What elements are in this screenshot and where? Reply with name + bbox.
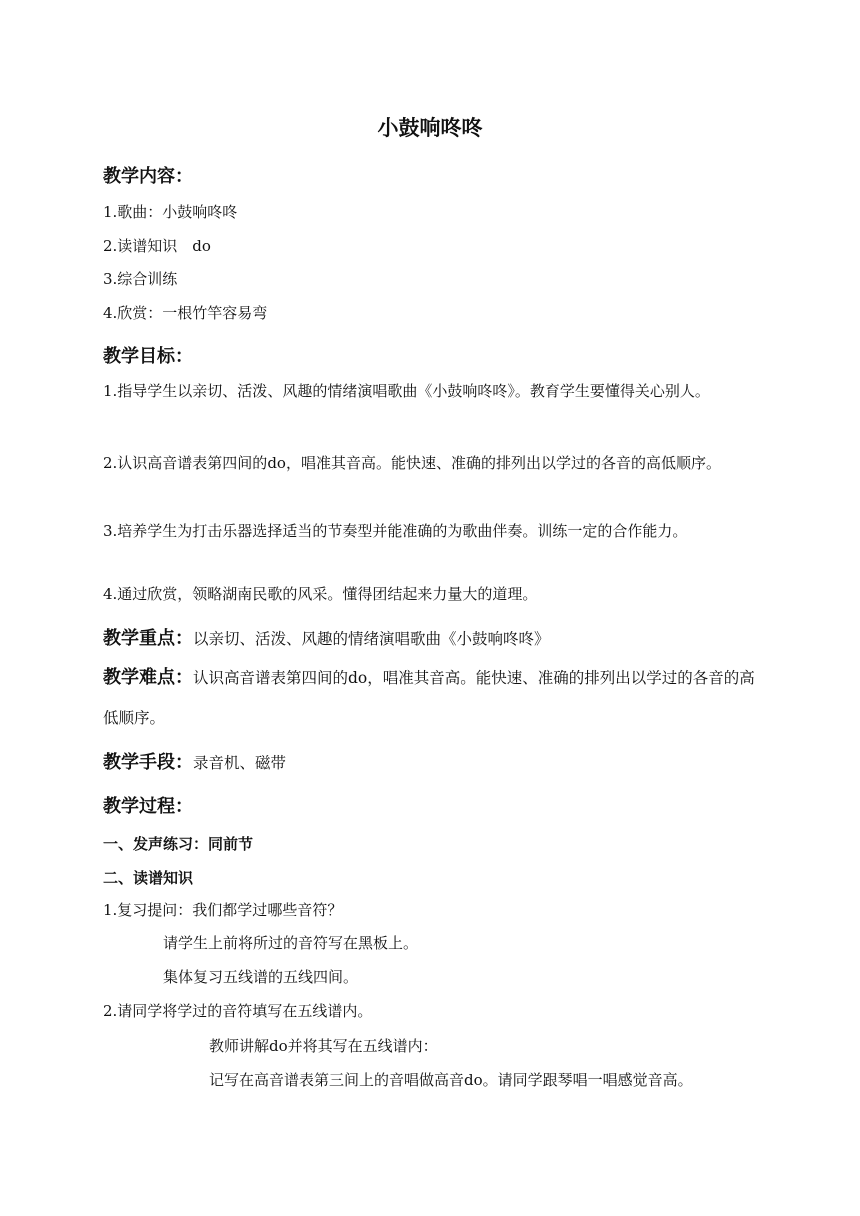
means-text: 录音机、磁带 bbox=[193, 754, 287, 772]
means bbox=[103, 748, 286, 774]
difficulty-label: 教学难点： bbox=[103, 667, 193, 688]
process-heading: 教学过程： bbox=[103, 796, 193, 817]
process-line-1: 1.复习提问：我们都学过哪些音符？ bbox=[103, 901, 343, 919]
process-line-2: 请学生上前将所过的音符写在黑板上。 bbox=[163, 934, 419, 952]
goal-item-3: 3.培养学生为打击乐器选择适当的节奏型并能准确的为歌曲伴奏。训练一定的合作能力。 bbox=[103, 522, 688, 540]
content-item-3: 3.综合训练 bbox=[103, 270, 178, 288]
content-item-1: 1.歌曲：小鼓响咚咚 bbox=[103, 203, 238, 221]
content-item-2: 2.读谱知识 do bbox=[103, 237, 211, 255]
process-line-6: 记写在高音谱表第三间上的音唱做高音do。请同学跟琴唱一唱感觉音高。 bbox=[209, 1071, 693, 1089]
process-line-3: 集体复习五线谱的五线四间。 bbox=[163, 968, 359, 986]
process-section-1: 一、发声练习：同前节 bbox=[103, 835, 254, 853]
difficulty bbox=[103, 658, 763, 738]
key-point-text: 以亲切、活泼、风趣的情绪演唱歌曲《小鼓响咚咚》 bbox=[193, 630, 550, 648]
goals-heading: 教学目标： bbox=[103, 346, 193, 367]
document-title: 小鼓响咚咚 bbox=[377, 116, 483, 140]
process-line-4: 2.请同学将学过的音符填写在五线谱内。 bbox=[103, 1002, 373, 1020]
difficulty-text: 认识高音谱表第四间的do，唱准其音高。能快速、准确的排列出以学过的各音的高低顺序。 bbox=[103, 669, 755, 727]
goal-item-1: 1.指导学生以亲切、活泼、风趣的情绪演唱歌曲《小鼓响咚咚》。教育学生要懂得关心别人。 bbox=[103, 382, 710, 400]
goal-item-4: 4.通过欣赏，领略湖南民歌的风采。懂得团结起来力量大的道理。 bbox=[103, 585, 538, 603]
content-item-4: 4.欣赏：一根竹竿容易弯 bbox=[103, 304, 268, 322]
process-section-2: 二、读谱知识 bbox=[103, 869, 194, 887]
process-line-5: 教师讲解do并将其写在五线谱内： bbox=[209, 1037, 438, 1055]
means-label: 教学手段： bbox=[103, 752, 193, 773]
key-point-label: 教学重点： bbox=[103, 628, 193, 649]
content-heading: 教学内容： bbox=[103, 166, 193, 187]
goal-item-2: 2.认识高音谱表第四间的do，唱准其音高。能快速、准确的排列出以学过的各音的高低顺序。 bbox=[103, 454, 721, 472]
key-point bbox=[103, 624, 550, 650]
